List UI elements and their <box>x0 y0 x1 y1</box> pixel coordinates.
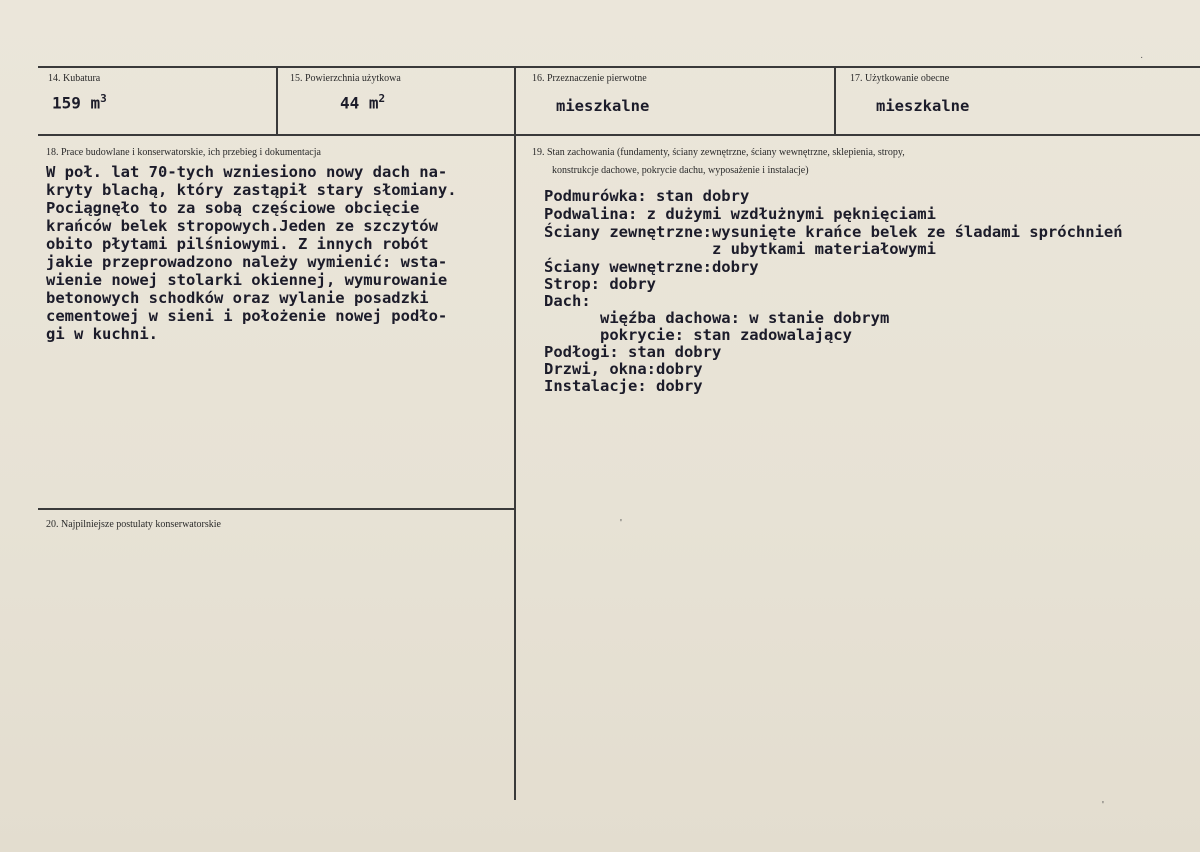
text-line: Podwalina: z dużymi wzdłużnymi pęknięciami <box>544 205 936 223</box>
text-line: krańców belek stropowych.Jeden ze szczytów <box>46 217 438 235</box>
text-line: pokrycie: stan zadowalający <box>544 326 852 344</box>
text-line: W poł. lat 70-tych wzniesiono nowy dach na- <box>46 163 448 181</box>
stan-zachowania-label-line2: konstrukcje dachowe, pokrycie dachu, wyposażenie i instalacje) <box>552 165 809 176</box>
text-line: obito płytami pilśniowymi. Z innych robót <box>46 235 429 253</box>
postulaty-label: 20. Najpilniejsze postulaty konserwatorskie <box>46 519 221 530</box>
text-line: gi w kuchni. <box>46 325 158 343</box>
text-line: cementowej w sieni i położenie nowej podło- <box>46 307 448 325</box>
przeznaczenie-value: mieszkalne <box>556 97 650 115</box>
uzytkowanie-label: 17. Użytkowanie obecne <box>850 73 950 84</box>
kubatura-value <box>52 90 107 113</box>
text-line: Ściany zewnętrzne:wysunięte krańce belek ze śladami spróchnień <box>544 223 1123 241</box>
stray-mark: ' <box>620 518 622 529</box>
col-rule-1 <box>276 66 278 136</box>
top-rule <box>38 66 1200 68</box>
prace-budowlane-label: 18. Prace budowlane i konserwatorskie, ich przebieg i dokumentacja <box>46 147 321 158</box>
text-line: Pociągnęło to za sobą częściowe obcięcie <box>46 199 420 217</box>
text-line: jakie przeprowadzono należy wymienić: wsta- <box>46 253 448 271</box>
row-rule-2 <box>38 508 514 510</box>
text-line: Instalacje: dobry <box>544 377 703 395</box>
kubatura-label: 14. Kubatura <box>48 73 101 84</box>
stray-mark: ' <box>1102 800 1104 811</box>
text-line: Drzwi, okna:dobry <box>544 360 703 378</box>
row-rule-1 <box>38 134 1200 136</box>
powierzchnia-number: 44 m <box>340 93 379 113</box>
stan-zachowania-label-line1: 19. Stan zachowania (fundamenty, ściany zewnętrzne, ściany wewnętrzne, sklepienia, stropy, <box>532 147 905 158</box>
text-line: Strop: dobry <box>544 275 656 293</box>
text-line: Podmurówka: stan dobry <box>544 187 750 205</box>
col-rule-2 <box>514 66 516 800</box>
corner-mark: · <box>1140 52 1144 63</box>
uzytkowanie-value: mieszkalne <box>876 97 970 115</box>
text-line: kryty blachą, który zastąpił stary słomiany. <box>46 181 457 199</box>
text-line: Dach: <box>544 292 591 310</box>
text-line: więźba dachowa: w stanie dobrym <box>544 309 890 327</box>
powierzchnia-value <box>340 90 385 113</box>
kubatura-number: 159 m <box>52 93 101 113</box>
text-line: wienie nowej stolarki okiennej, wymurowanie <box>46 271 448 289</box>
przeznaczenie-label: 16. Przeznaczenie pierwotne <box>532 73 647 84</box>
text-line: Ściany wewnętrzne:dobry <box>544 258 759 276</box>
text-line: z ubytkami materiałowymi <box>544 240 936 258</box>
text-line: betonowych schodków oraz wylanie posadzki <box>46 289 429 307</box>
kubatura-unit-exponent: 3 <box>100 92 107 105</box>
powierzchnia-label: 15. Powierzchnia użytkowa <box>290 73 401 84</box>
text-line: Podłogi: stan dobry <box>544 343 722 361</box>
col-rule-3 <box>834 66 836 136</box>
powierzchnia-unit-exponent: 2 <box>378 92 386 105</box>
